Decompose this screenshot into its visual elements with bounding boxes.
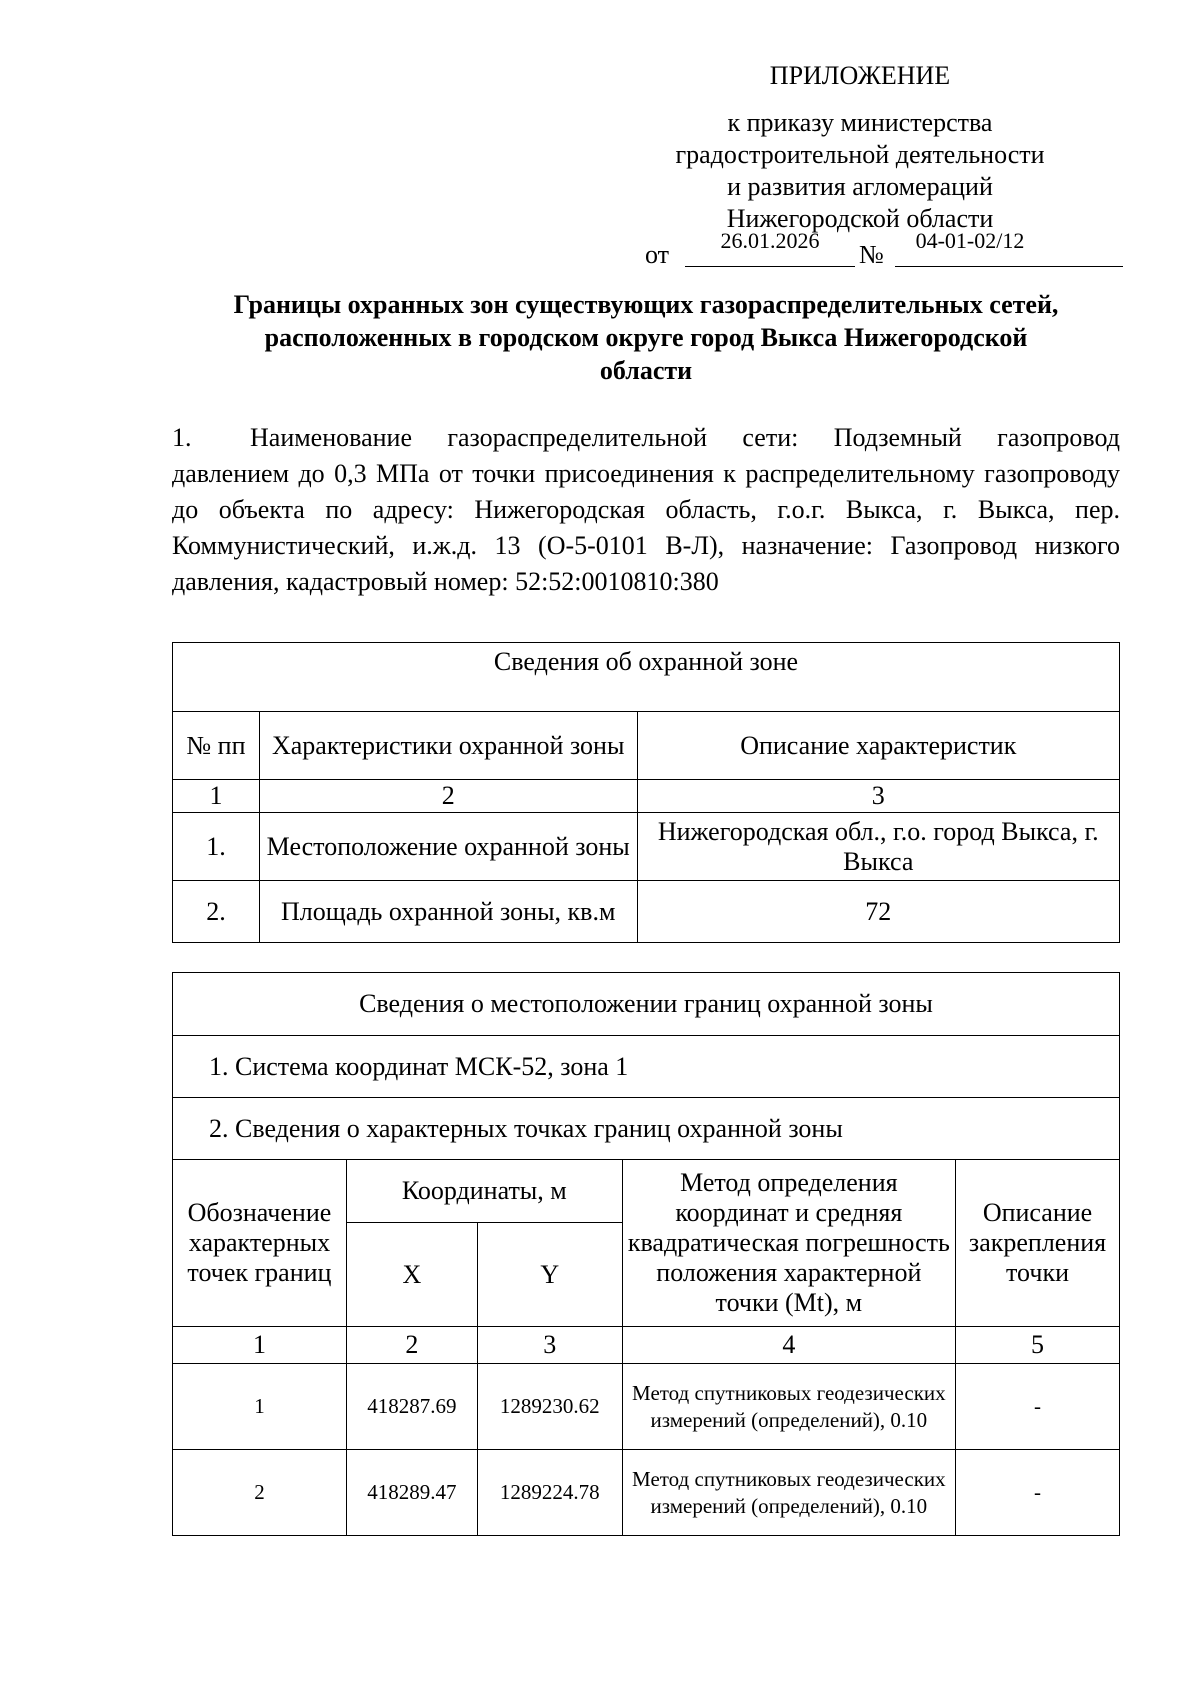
table-row: [173, 813, 1120, 881]
table2-index-cell: 4: [622, 1327, 955, 1364]
appendix-line: градостроительной деятельности: [675, 140, 1045, 169]
appendix-order-description: [640, 107, 1080, 235]
point-method: Метод спутниковых геодезических измерений (определений), 0.10: [622, 1364, 955, 1450]
header-designation: Обозначение характерных точек границ: [173, 1160, 347, 1327]
appendix-line: Нижегородской области: [726, 204, 994, 233]
table1-cell: 72: [637, 881, 1119, 943]
document-title: [172, 288, 1120, 387]
table1-header-number: № пп: [173, 712, 260, 780]
point-fixing: -: [956, 1364, 1120, 1450]
table1-header-characteristics: Характеристики охранной зоны: [259, 712, 637, 780]
coordinate-system: 1. Система координат МСК-52, зона 1: [173, 1036, 1120, 1098]
appendix-title: ПРИЛОЖЕНИЕ: [769, 61, 951, 90]
table2-index-cell: 1: [173, 1327, 347, 1364]
point-method: Метод спутниковых геодезических измерений (определений), 0.10: [622, 1450, 955, 1536]
table1-header-description: Описание характеристик: [637, 712, 1119, 780]
title-line: области: [599, 356, 693, 385]
table1-cell: Местоположение охранной зоны: [259, 813, 637, 881]
table1-cell: Площадь охранной зоны, кв.м: [259, 881, 637, 943]
protection-zone-info-table: [172, 642, 1120, 943]
order-number: 04-01-02/12: [915, 228, 1025, 253]
point-y: 1289224.78: [477, 1450, 622, 1536]
appendix-line: и развития агломераций: [727, 172, 993, 201]
order-date: 26.01.2026: [720, 228, 820, 253]
table2-index-cell: 2: [346, 1327, 477, 1364]
table2-index-cell: 5: [956, 1327, 1120, 1364]
point-id: 2: [173, 1450, 347, 1536]
network-description: [172, 420, 1120, 600]
order-date-number: [645, 230, 1125, 272]
table-row: [173, 1364, 1120, 1450]
point-x: 418289.47: [346, 1450, 477, 1536]
header-x: X: [346, 1223, 477, 1327]
table1-index-cell: 2: [259, 780, 637, 813]
title-line: расположенных в городском округе город Выкса Нижегородской: [264, 323, 1028, 352]
header-y: Y: [477, 1223, 622, 1327]
table1-index-cell: 1: [173, 780, 260, 813]
number-label: №: [859, 240, 884, 269]
table2-index-cell: 3: [477, 1327, 622, 1364]
paragraph-text: Наименование газораспределительной сети: Подземный газопровод давлением до 0,3 МПа от точки присоединения к распределительному газопроводу до объекта по адресу: Нижегородская область, г.о.г. Выкса, г. Выкса, пер. Коммунистический, и.ж.д. 13 (О-5-0101 В-Л), назначение: Газопровод низкого давления, кадастровый номер: 52:52:0010810:380: [172, 423, 1120, 596]
table2-title: Сведения о местоположении границ охранной зоны: [173, 973, 1120, 1036]
table-row: [173, 1450, 1120, 1536]
table-row: [173, 881, 1120, 943]
point-x: 418287.69: [346, 1364, 477, 1450]
appendix-line: к приказу министерства: [727, 108, 993, 137]
table1-cell: Нижегородская обл., г.о. город Выкса, г. Выкса: [637, 813, 1119, 881]
points-title: 2. Сведения о характерных точках границ охранной зоны: [173, 1098, 1120, 1160]
table1-title: Сведения об охранной зоне: [173, 643, 1120, 712]
boundary-location-table: [172, 972, 1120, 1536]
point-fixing: -: [956, 1450, 1120, 1536]
table1-index-cell: 3: [637, 780, 1119, 813]
table1-cell: 1.: [173, 813, 260, 881]
title-line: Границы охранных зон существующих газораспределительных сетей,: [233, 290, 1059, 319]
point-id: 1: [173, 1364, 347, 1450]
header-fixing: Описание закрепления точки: [956, 1160, 1120, 1327]
paragraph-number: 1.: [172, 423, 192, 452]
header-method: Метод определения координат и средняя квадратическая погрешность положения характерной точки (Mt), м: [622, 1160, 955, 1327]
order-number-field: [895, 230, 1123, 267]
order-date-field: [685, 230, 855, 267]
header-coordinates: Координаты, м: [346, 1160, 622, 1223]
table1-cell: 2.: [173, 881, 260, 943]
point-y: 1289230.62: [477, 1364, 622, 1450]
from-label: от: [645, 240, 670, 269]
